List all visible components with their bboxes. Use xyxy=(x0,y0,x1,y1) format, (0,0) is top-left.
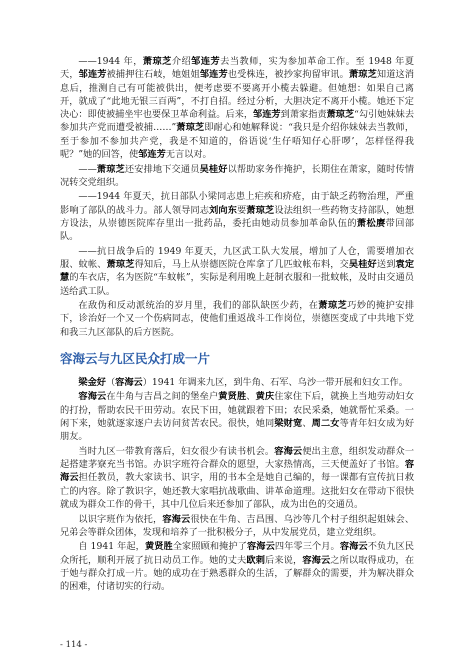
bold-name: 邹连芳 xyxy=(78,69,107,81)
paragraph xyxy=(60,55,414,161)
bold-name: 黄贤胜 xyxy=(218,391,247,403)
bold-name: 邹连芳 xyxy=(191,56,221,67)
text-run: 以识字班作为依托， xyxy=(78,513,163,525)
text-run: 、 xyxy=(246,391,256,403)
paragraph xyxy=(60,245,414,298)
section-xiao-qiongzhi xyxy=(60,55,414,339)
text-run: 要 xyxy=(237,204,247,216)
bold-name: 梁金好 xyxy=(78,376,106,388)
text-run: ——1944 年， xyxy=(78,56,143,67)
text-run: 到萧家指责 xyxy=(280,109,327,121)
bold-name: 邹连芳 xyxy=(199,69,228,81)
bold-name: 黄贤胜 xyxy=(144,541,173,553)
text-run: 被捕押往石岐，她姐姐 xyxy=(106,69,200,81)
text-run: 送到 xyxy=(376,259,396,271)
bold-name: 容海云 xyxy=(60,459,414,484)
bold-name: 刘向东 xyxy=(209,204,238,216)
text-run: 等青年妇女成为好朋友。 xyxy=(60,418,415,443)
text-run: 以帮助家务作掩护，长期住在萧家，随时传情况转交党组织。 xyxy=(60,163,415,188)
paragraph xyxy=(60,540,414,593)
text-run: 住家住下后，就换上当地劳动妇女的打扮，帮助农民干田劳动。农民下田，她就跟着下田；农民采桑，她就帮忙采桑。一闲下来，她就逐家逐户去访问贫苦农民。很快，她同 xyxy=(60,391,415,430)
text-run: ——抗日战争后的 1949 年夏天，九区武工队大发展，增加了人仓，需要增加衣服、蚊帐、 xyxy=(60,245,414,271)
bold-name: 容海云 xyxy=(115,376,143,388)
text-run: 得知后，马上从崇德医院仓库拿了几匹蚊帐布料，交 xyxy=(134,259,349,271)
text-run: （ xyxy=(105,376,116,388)
text-run: 、 xyxy=(302,418,312,430)
paragraph xyxy=(60,190,414,243)
paragraph xyxy=(60,299,414,339)
text-run: 在敌伪和反动派统治的岁月里，我们的部队缺医少药，在 xyxy=(78,300,319,312)
text-run: 不负九区民众所托，顺利开展了抗日动员工作。她的丈夫 xyxy=(60,541,414,566)
bold-name: 萧琼芝 xyxy=(348,69,377,81)
text-run: ——1944 年夏天，抗日部队小梁同志患上疟疾和疥疮，由于缺乏药物治理，严重影响了部队的战斗力。部人领导同志 xyxy=(60,191,414,216)
section-rong-haiyun xyxy=(60,376,414,594)
text-run: 全家照顾和掩护了 xyxy=(172,541,248,553)
text-run: 在牛角与吉昌之间的堡垒户 xyxy=(106,391,219,403)
text-run: 自 1941 年起， xyxy=(78,541,145,553)
text-run: 四年零三个月。 xyxy=(274,541,340,553)
bold-name: 萧琼芝 xyxy=(96,163,125,175)
bold-name: 萧琼芝 xyxy=(326,109,355,121)
bold-name: 容海云 xyxy=(302,554,331,566)
paragraph xyxy=(60,163,414,190)
paragraph xyxy=(60,376,414,389)
bold-name: 容海云 xyxy=(78,391,107,403)
bold-name: 容海云 xyxy=(162,513,191,525)
text-run: 当时九区一带教育落后，妇女很少有读书机会。 xyxy=(78,445,275,457)
text-run: 设法组织一些药物支持部队，她想方设法，从崇德医院库存里出一批药品，委托由她动员参加革命队伍的 xyxy=(60,204,415,229)
bold-name: 周二女 xyxy=(311,418,340,430)
page-number: - 114 - xyxy=(60,640,88,650)
bold-name: 萧琼芝 xyxy=(142,56,172,67)
text-run: —— xyxy=(78,163,97,175)
text-run: 去当教师，实为参加革命工作。至 1948 年夏天， xyxy=(60,56,415,81)
bold-name: 萧松赓 xyxy=(356,217,386,229)
text-run: 知道这消息后，推测自己有可能被供出，便考虑要不要离开小榄去躲避。但她想：如果自己离开，就成了“此地无银三百两”，不打自招。经过分析，大胆决定不离开小榄。她还下定决心：即使被捕坐牢也要保卫革命利益。后来， xyxy=(60,69,415,121)
bold-name: 萧琼芝 xyxy=(106,259,135,271)
bold-name: 欧刺 xyxy=(246,554,266,566)
bold-name: 容海云 xyxy=(247,541,275,553)
text-run: 很快在牛角、吉昌围、乌沙等几个村子组织起姐妹会、兄弟会等群众团体，发现和培养了一批积极分子，从中发展党员，建立党组织。 xyxy=(60,513,415,538)
text-run: 巧妙的掩护安排下，诊治好一个又一个伤病同志，使他们重返战斗工作岗位，崇德医变成了中共地下党和我三九区部队的后方医院。 xyxy=(60,300,415,338)
text-run: 介绍 xyxy=(171,56,192,67)
paragraph xyxy=(60,513,414,540)
bold-name: 容海云 xyxy=(339,541,368,553)
text-run: 担任教员，教大家读书、识字，用的书本全是她自己编的，每一课都有宣传抗日救亡的内容。除了教识字，她还教大家唱抗战歌曲、讲革命道理。这批妇女在带动下很快就成为群众工作的骨干，其中几位后来还参加了部队，成为出色的交通员。 xyxy=(60,472,415,511)
bold-name: 邹连芳 xyxy=(138,149,166,161)
text-run: 即耐心和她解释说：“我只是介绍你妹妹去当教师，至于参加不参加共产党，我是不知道的，俗语说‘生仔唔知仔心肝啰’，怎样怪得我呢？”她的回答，使 xyxy=(60,122,415,161)
bold-name: 黄庆 xyxy=(255,391,275,403)
text-run: ）1941 年调来九区，到牛角、石军、乌沙一带开展和妇女工作。 xyxy=(142,376,408,388)
bold-name: 邹连芳 xyxy=(253,109,281,121)
text-run: 后来说， xyxy=(265,554,303,566)
bold-name: 吴桂好 xyxy=(348,259,377,271)
bold-name: 容海云 xyxy=(274,445,303,457)
bold-name: 袁定慧 xyxy=(60,259,415,284)
text-run: 带回部队。 xyxy=(60,217,414,243)
section-heading: 容海云与九区民众打成一片 xyxy=(60,350,211,366)
text-run: 之所以取得成功，在于她与群众打成一片。她的成功在于熟悉群众的生活，了解群众的需要，并为解决群众的困难，付诸切实的行动。 xyxy=(60,554,415,593)
text-run: 还安排地下交通员 xyxy=(124,163,200,175)
text-run: 便出主意，组织发动群众一起搭建茅寮充当书馆。办识字班符合群众的愿望，大家热情高，三天便盖好了书馆。 xyxy=(60,445,415,471)
bold-name: 萧琼芝 xyxy=(246,204,275,216)
bold-name: 萧琼芝 xyxy=(318,300,348,312)
text-run: 无言以对。 xyxy=(165,149,212,161)
paragraph xyxy=(60,445,414,511)
text-run: 也受株连，被抄家拘留审讯。 xyxy=(227,69,349,81)
paragraph xyxy=(60,390,414,443)
bold-name: 萧琼芝 xyxy=(176,122,205,134)
text-run: “勾引她妹妹去参加共产党而遭受被捕……” xyxy=(60,109,415,134)
bold-name: 梁财宽 xyxy=(274,418,303,430)
text-run: 的车衣店，名为医院“车蚊帐”，实际是利用晚上赶制衣服和一批蚊帐，及时由交通员送给武工队。 xyxy=(60,272,414,297)
bold-name: 吴桂好 xyxy=(199,163,228,175)
